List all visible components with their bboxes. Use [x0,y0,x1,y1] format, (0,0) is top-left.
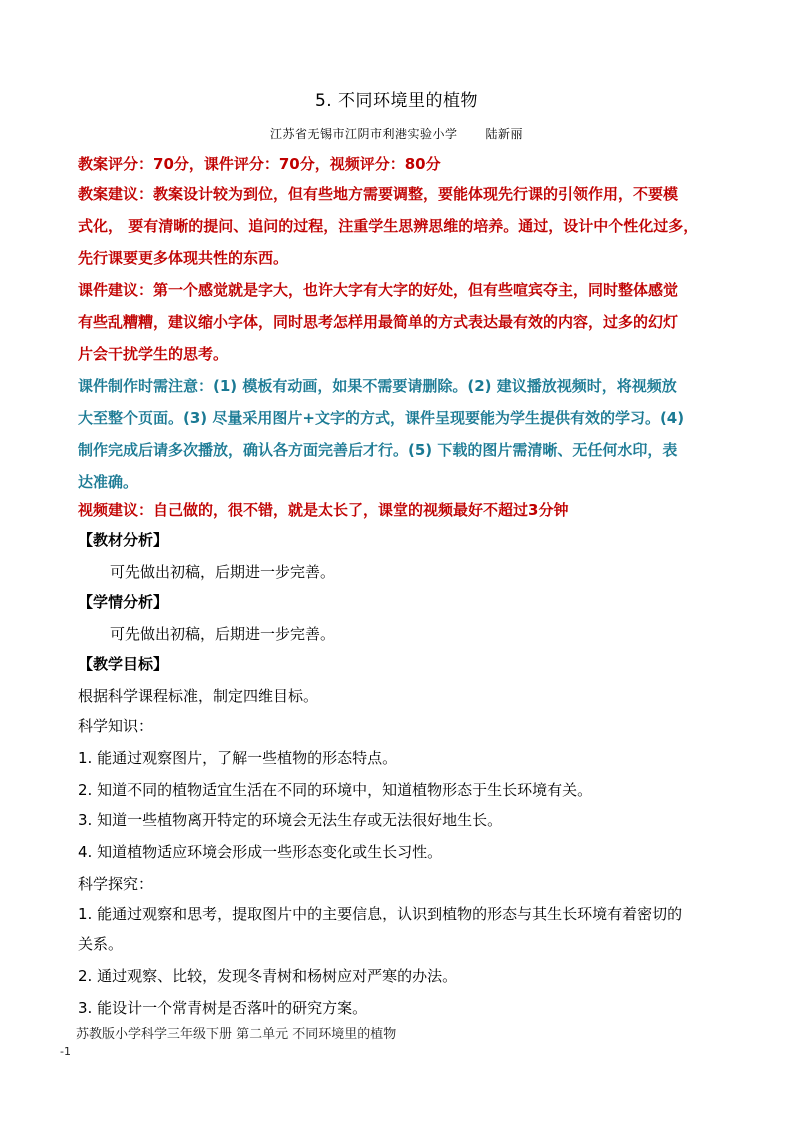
author-school: 江苏省无锡市江阴市利港实验小学 [269,127,458,141]
courseware-advice-line: 片会干扰学生的思考。 [78,345,229,363]
knowledge-item: 2. 知道不同的植物适宜生活在不同的环境中，知道植物形态于生长环境有关。 [78,781,593,799]
student-analysis-text: 可先做出初稿，后期进一步完善。 [110,625,336,643]
lesson-plan-advice-line: 教案建议：教案设计较为到位，但有些地方需要调整，要能体现先行课的引领作用，不要模 [78,185,679,203]
production-note-line: 制作完成后请多次播放，确认各方面完善后才行。(5) 下载的图片需清晰、无任何水印，表 [78,441,678,459]
page-footer: 苏教版小学科学三年级下册 第二单元 不同环境里的植物 [76,1027,397,1042]
student-analysis-heading: 【学情分析】 [78,593,169,611]
courseware-advice-line: 课件建议：第一个感觉就是字大，也许大字有大字的好处，但有些喧宾夺主，同时整体感觉 [78,281,679,299]
material-analysis-heading: 【教材分析】 [78,531,169,549]
science-knowledge-label: 科学知识： [78,717,154,735]
lesson-title: 5. 不同环境里的植物 [314,91,479,111]
page-number: -1 [60,1045,71,1058]
knowledge-item: 1. 能通过观察图片，了解一些植物的形态特点。 [78,749,398,767]
knowledge-item: 3. 知道一些植物离开特定的环境会无法生存或无法很好地生长。 [78,811,503,829]
inquiry-item: 2. 通过观察、比较，发现冬青树和杨树应对严寒的办法。 [78,967,458,985]
production-note-line: 达准确。 [78,473,139,491]
teaching-goals-heading: 【教学目标】 [78,655,169,673]
author-name: 陆新丽 [485,127,524,141]
video-advice: 视频建议：自己做的，很不错，就是太长了，课堂的视频最好不超过3分钟 [78,501,569,519]
science-inquiry-label: 科学探究： [78,875,154,893]
knowledge-item: 4. 知道植物适应环境会形成一些形态变化或生长习性。 [78,843,443,861]
lesson-plan-advice-line: 先行课要更多体现共性的东西。 [78,249,289,267]
production-note-line: 课件制作时需注意：(1) 模板有动画，如果不需要请删除。(2) 建议播放视频时，将视频放 [78,377,677,395]
inquiry-item: 3. 能设计一个常青树是否落叶的研究方案。 [78,999,368,1017]
inquiry-item: 1. 能通过观察和思考，提取图片中的主要信息，认识到植物的形态与其生长环境有着密切的 [78,905,683,923]
material-analysis-text: 可先做出初稿，后期进一步完善。 [110,563,336,581]
lesson-plan-advice-line: 式化， 要有清晰的提问、追问的过程，注重学生思辨思维的培养。通过，设计中个性化过多， [78,217,699,235]
production-note-line: 大至整个页面。(3) 尽量采用图片+文字的方式，课件呈现要能为学生提供有效的学习。(4) [78,409,685,427]
author-line [0,125,793,142]
teaching-goals-intro: 根据科学课程标准，制定四维目标。 [78,687,319,705]
inquiry-item: 关系。 [78,935,124,953]
courseware-advice-line: 有些乱糟糟，建议缩小字体，同时思考怎样用最简单的方式表达最有效的内容，过多的幻灯 [78,313,679,331]
review-scores: 教案评分：70分，课件评分：70分，视频评分：80分 [78,155,441,173]
